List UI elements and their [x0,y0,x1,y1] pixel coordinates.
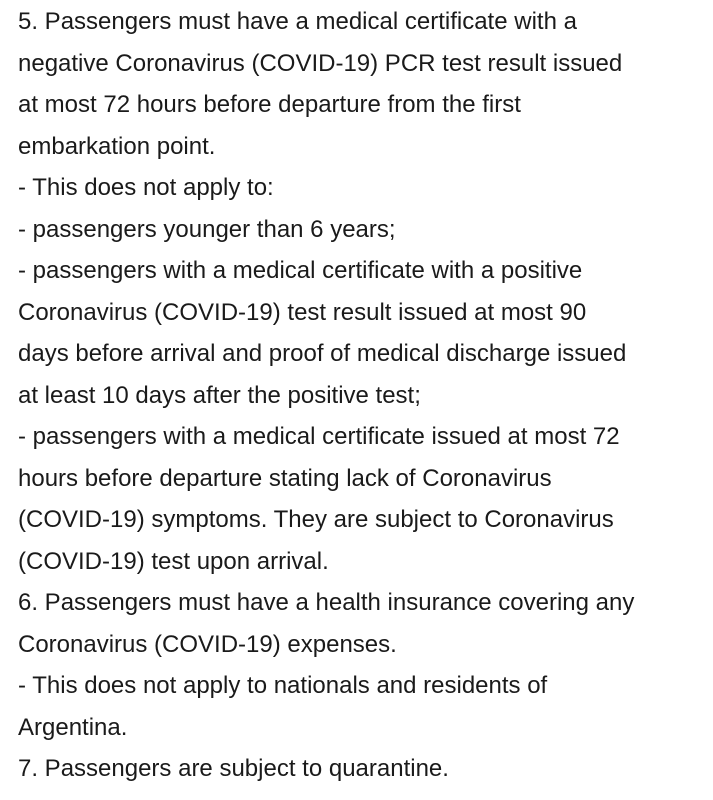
text-line: at most 72 hours before departure from the first [18,91,521,118]
text-line: hours before departure stating lack of Coronavirus [18,464,552,492]
text-line: (COVID-19) test upon arrival. [18,547,329,575]
text-line: (COVID-19) symptoms. They are subject to Coronavirus [18,506,614,533]
text-line: 5. Passengers must have a medical certificate with a [18,8,577,35]
text-line: - passengers with a medical certificate issued at most 72 [18,423,620,450]
document-body [18,1,708,790]
text-line: - passengers with a medical certificate with a positive [18,257,583,284]
text-line: at least 10 days after the positive test; [18,381,421,409]
text-line: 6. Passengers must have a health insurance covering any [18,589,635,616]
text-line: - This does not apply to nationals and residents of [18,672,548,699]
text-line: days before arrival and proof of medical discharge issued [18,340,627,367]
text-line: - passengers younger than 6 years; [18,215,396,243]
text-line: 7. Passengers are subject to quarantine. [18,755,449,782]
text-line: Coronavirus (COVID-19) expenses. [18,630,397,658]
text-line: embarkation point. [18,132,216,160]
text-line: Argentina. [18,713,128,741]
text-line: Coronavirus (COVID-19) test result issued at most 90 [18,298,587,326]
text-line: negative Coronavirus (COVID-19) PCR test result issued [18,49,623,77]
text-line: - This does not apply to: [18,174,274,201]
